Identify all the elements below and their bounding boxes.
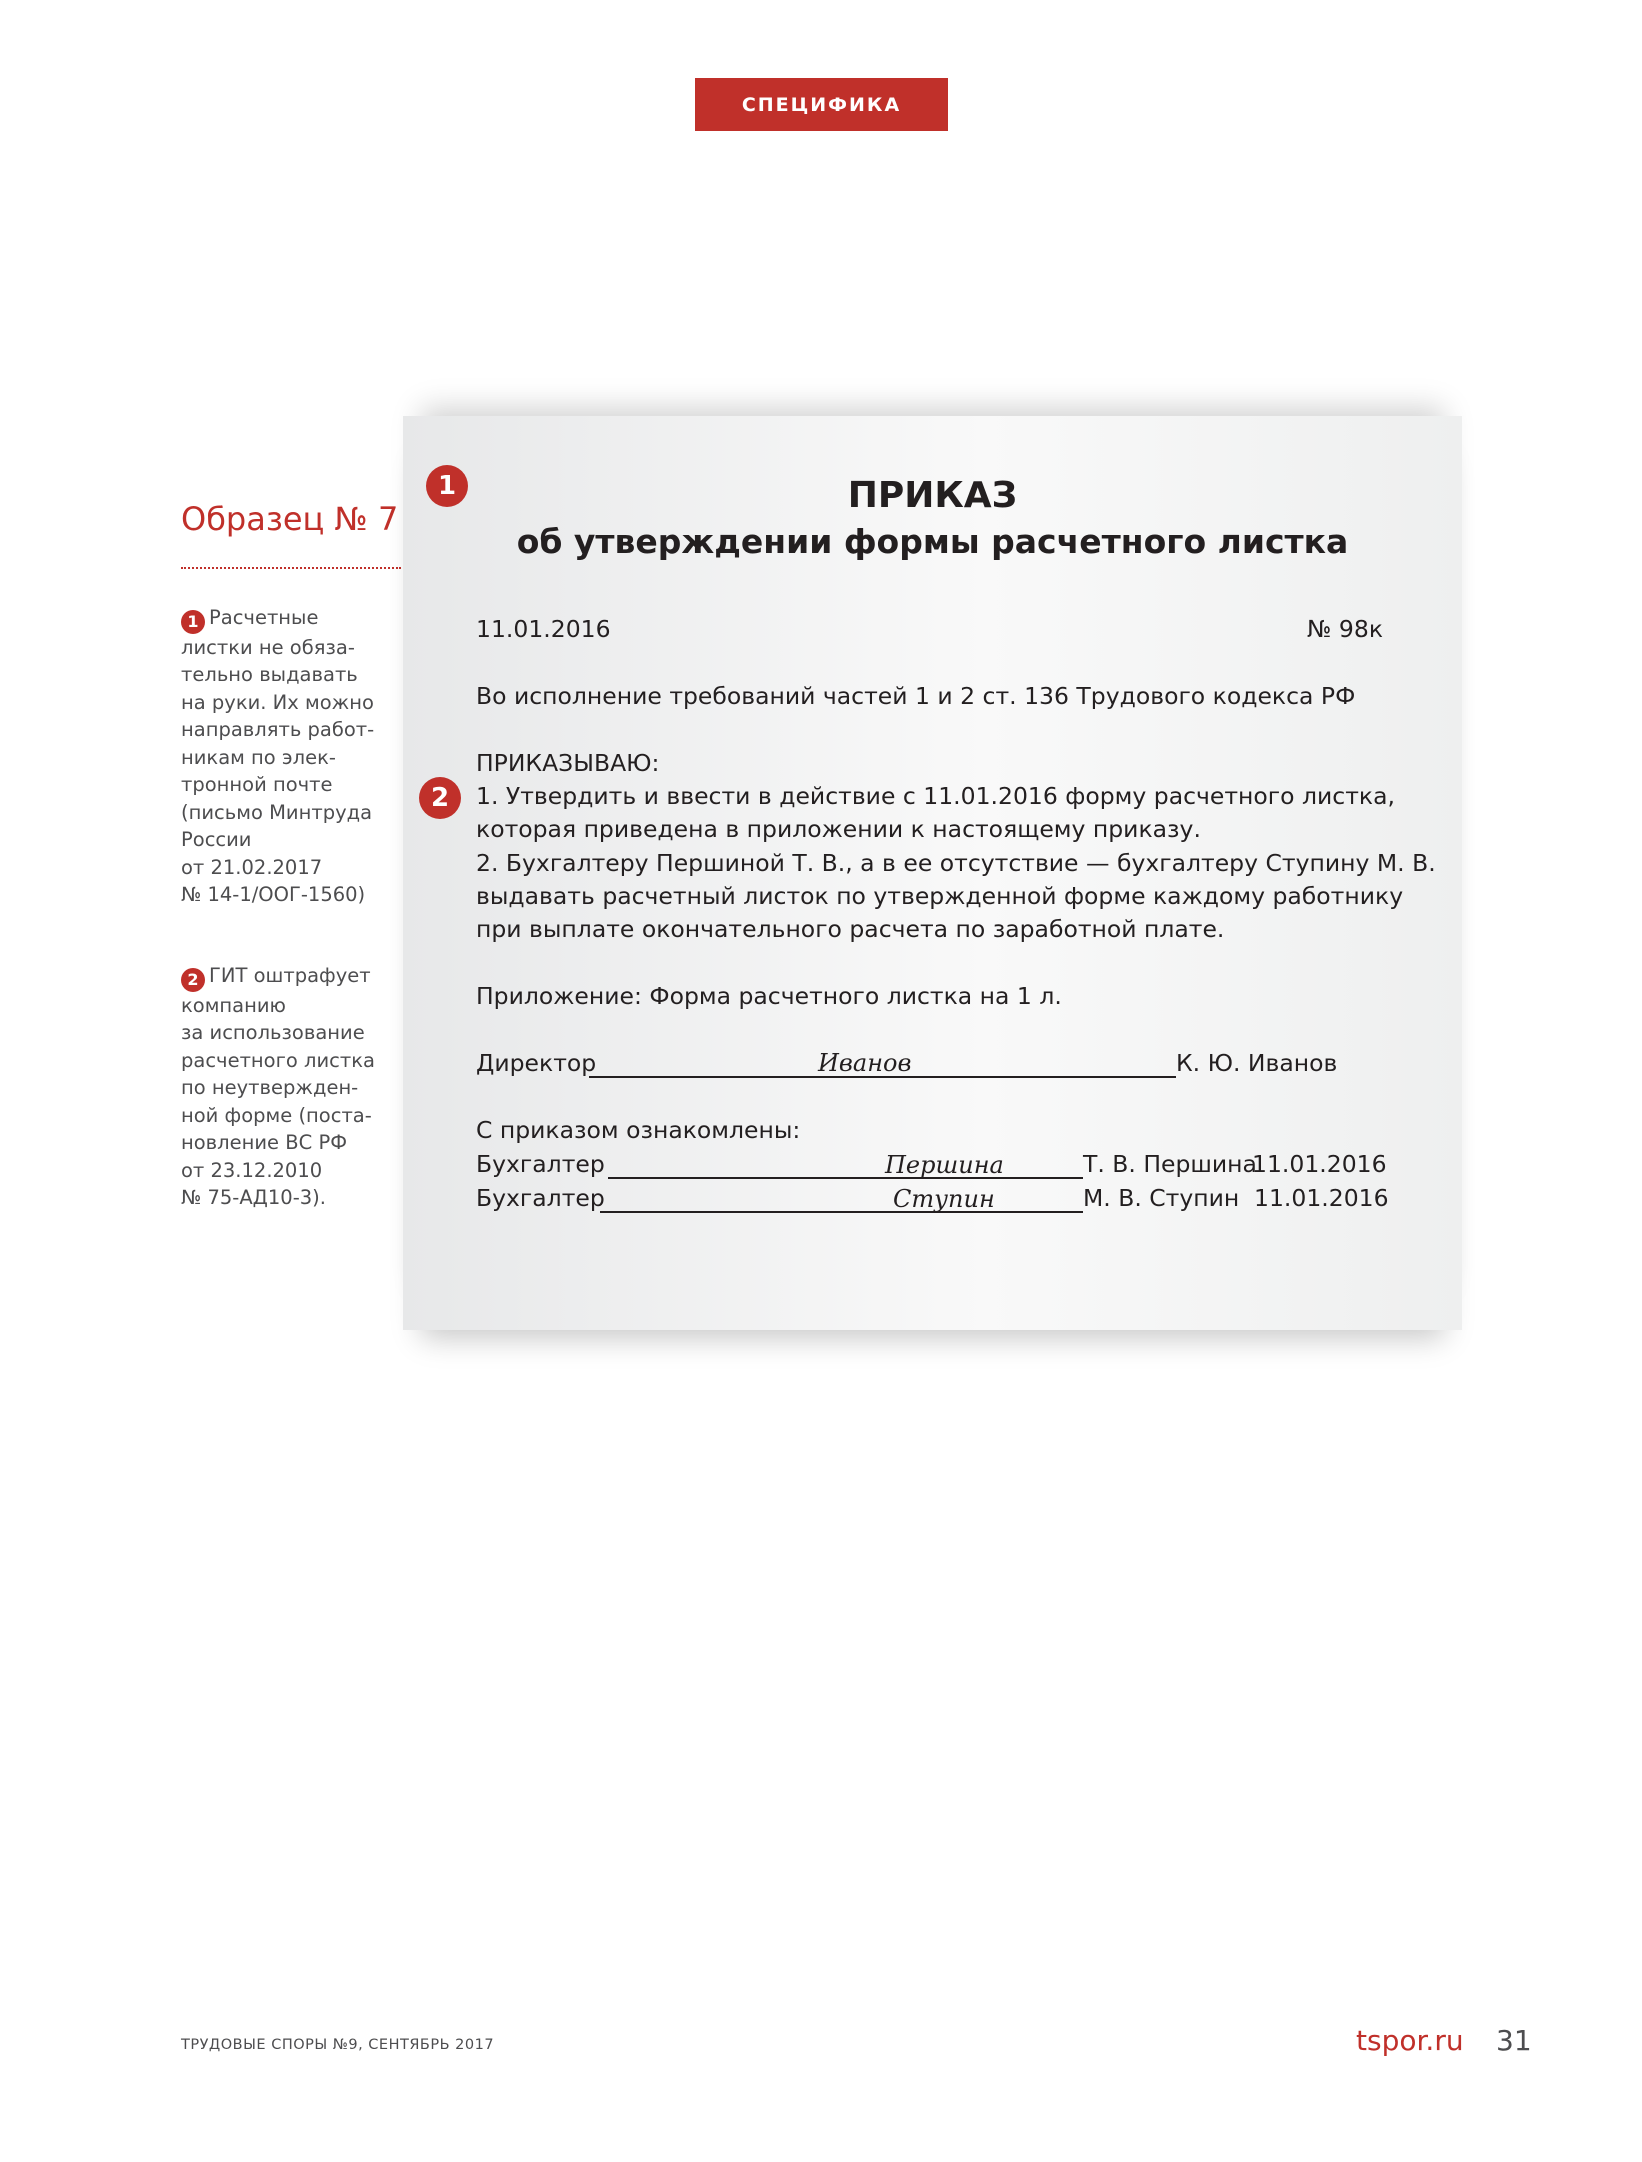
- acquainted-label: С приказом ознакомлены:: [476, 1116, 801, 1144]
- document-preamble: Во исполнение требований частей 1 и 2 ст. 136 Трудового кодекса РФ: [476, 682, 1356, 710]
- note-line: от 21.02.2017: [181, 855, 323, 879]
- note-line: от 23.12.2010: [181, 1158, 323, 1182]
- note-line: по неутвержден-: [181, 1076, 359, 1100]
- body-line: которая приведена в приложении к настоящему приказу.: [476, 815, 1201, 843]
- signer-signature-line: [600, 1211, 1083, 1213]
- note-line: на руки. Их можно: [181, 690, 374, 714]
- signer-date: 11.01.2016: [1254, 1184, 1389, 1212]
- order-word: ПРИКАЗЫВАЮ:: [476, 749, 660, 777]
- signer-signature-line: [608, 1177, 1083, 1179]
- note-line: за использование: [181, 1021, 365, 1045]
- attachment-note: Приложение: Форма расчетного листка на 1 л.: [476, 982, 1062, 1010]
- note-line: № 14-1/ООГ-1560): [181, 883, 366, 907]
- note-line: направлять работ-: [181, 718, 375, 742]
- note-line: ной форме (поста-: [181, 1103, 372, 1127]
- note-number-badge: 1: [181, 610, 205, 634]
- signer-signature: Першина: [885, 1151, 1004, 1179]
- director-signature: Иванов: [818, 1049, 912, 1077]
- director-name: К. Ю. Иванов: [1176, 1049, 1338, 1077]
- note-line: компанию: [181, 993, 286, 1017]
- note-line: новление ВС РФ: [181, 1131, 347, 1155]
- signer-date: 11.01.2016: [1252, 1150, 1387, 1178]
- sample-title: Образец № 7: [181, 500, 399, 538]
- note-line: 1 Расчетные: [181, 604, 381, 634]
- document-number: № 98к: [1307, 615, 1384, 643]
- note-number-badge: 2: [181, 968, 205, 992]
- note-line: России: [181, 828, 252, 852]
- site-link[interactable]: tspor.ru: [1356, 2024, 1464, 2057]
- sidebar-note-2: [181, 962, 381, 1212]
- section-label: СПЕЦИФИКА: [695, 78, 948, 131]
- note-line: расчетного листка: [181, 1048, 375, 1072]
- annotation-badge-2: 2: [419, 777, 461, 819]
- body-line: 1. Утвердить и ввести в действие с 11.01.2016 форму расчетного листка,: [476, 782, 1395, 810]
- sidebar-note-1: [181, 604, 381, 909]
- signer-role: Бухгалтер: [476, 1184, 605, 1212]
- document-date: 11.01.2016: [476, 615, 611, 643]
- body-line: 2. Бухгалтеру Першиной Т. В., а в ее отсутствие — бухгалтеру Ступину М. В.: [476, 849, 1436, 877]
- note-line: (письмо Минтруда: [181, 800, 373, 824]
- signer-role: Бухгалтер: [476, 1150, 605, 1178]
- director-role: Директор: [476, 1049, 597, 1077]
- page-number: 31: [1496, 2024, 1532, 2057]
- body-line: при выплате окончательного расчета по заработной плате.: [476, 915, 1225, 943]
- note-line: 2 ГИТ оштрафует: [181, 962, 381, 992]
- note-line: листки не обяза-: [181, 635, 355, 659]
- annotation-badge-1: 1: [426, 465, 468, 507]
- body-line: выдавать расчетный листок по утвержденной форме каждому работнику: [476, 882, 1404, 910]
- sample-divider: [181, 567, 401, 569]
- document-title: ПРИКАЗ: [847, 475, 1018, 516]
- note-line: тронной почте: [181, 773, 333, 797]
- note-line: тельно выдавать: [181, 663, 358, 687]
- note-line: никам по элек-: [181, 745, 336, 769]
- signer-name: Т. В. Першина: [1083, 1150, 1257, 1178]
- signer-signature: Ступин: [893, 1185, 995, 1213]
- signer-name: М. В. Ступин: [1083, 1184, 1240, 1212]
- document-subtitle: об утверждении формы расчетного листка: [516, 522, 1349, 561]
- journal-issue: ТРУДОВЫЕ СПОРЫ №9, СЕНТЯБРЬ 2017: [181, 2037, 495, 2053]
- note-line: № 75-АД10-3).: [181, 1186, 326, 1210]
